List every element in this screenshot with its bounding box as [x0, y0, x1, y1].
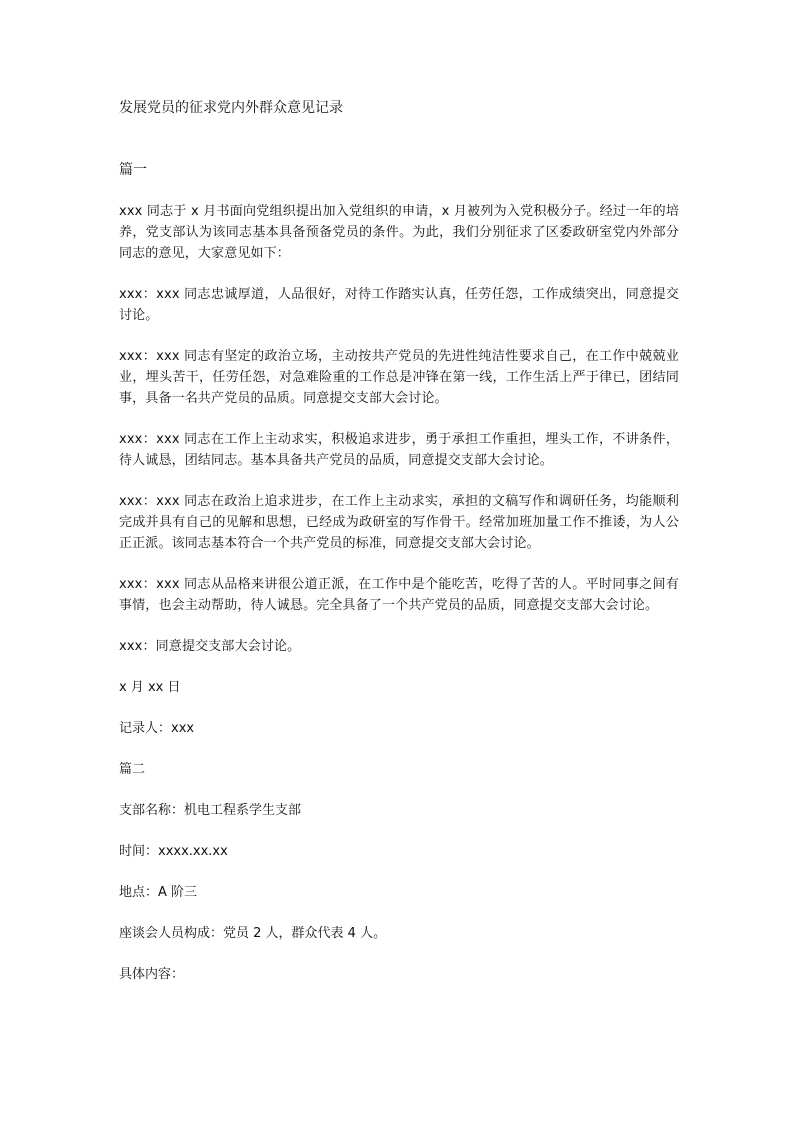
branch-name-line: 支部名称：机电工程系学生支部 [119, 803, 302, 818]
record-date: x 月 xx 日 [119, 680, 181, 695]
place-line: 地点：A 阶三 [119, 885, 198, 900]
opinion-paragraph-3: xxx：xxx 同志在工作上主动求实，积极追求进步，勇于承担工作重担，埋头工作，不讲条件，待人诚恳，团结同志。基本具备共产党员的品质，同意提交支部大会讨论。 [119, 432, 679, 468]
section-heading-part1: 篇一 [119, 162, 147, 178]
time-line: 时间：xxxx.xx.xx [119, 844, 228, 859]
opinion-paragraph-2: xxx：xxx 同志有坚定的政治立场，主动按共产党员的先进性纯洁性要求自己，在工作中兢兢业业，埋头苦干，任劳任怨，对急难险重的工作总是冲锋在第一线，工作生活上严于律已，团结同事，具备一名共产党员的品质。同意提交支部大会讨论。 [119, 349, 679, 406]
recorder-line: 记录人：xxx [119, 721, 195, 736]
opinion-paragraph-5: xxx：xxx 同志从品格来讲很公道正派，在工作中是个能吃苦，吃得了苦的人。平时同事之间有事情，也会主动帮助，待人诚恳。完全具备了一个共产党员的品质，同意提交支部大会讨论。 [119, 577, 679, 613]
opinion-paragraph-1: xxx：xxx 同志忠诚厚道，人品很好，对待工作踏实认真，任劳任怨，工作成绩突出，同意提交讨论。 [119, 287, 679, 323]
opinion-paragraph-4: xxx：xxx 同志在政治上追求进步，在工作上主动求实，承担的文稿写作和调研任务，均能顺利完成并具有自己的见解和思想，已经成为政研室的写作骨干。经常加班加量工作不推诿，为人公正正派。该同志基本符合一个共产党员的标准，同意提交支部大会讨论。 [119, 494, 679, 551]
members-line: 座谈会人员构成：党员 2 人，群众代表 4 人。 [119, 926, 387, 941]
intro-paragraph: xxx 同志于 x 月书面向党组织提出加入党组织的申请，x 月被列为入党积极分子。经过一年的培养，党支部认为该同志基本具备预备党员的条件。为此，我们分别征求了区委政研室党内外部分同志的意见，大家意见如下： [119, 204, 679, 261]
opinion-paragraph-6: xxx：同意提交支部大会讨论。 [119, 639, 301, 654]
document-title: 发展党员的征求党内外群众意见记录 [119, 100, 343, 116]
document-body [119, 97, 679, 1005]
section-heading-part2: 篇二 [119, 762, 146, 777]
content-label: 具体内容： [119, 967, 185, 982]
